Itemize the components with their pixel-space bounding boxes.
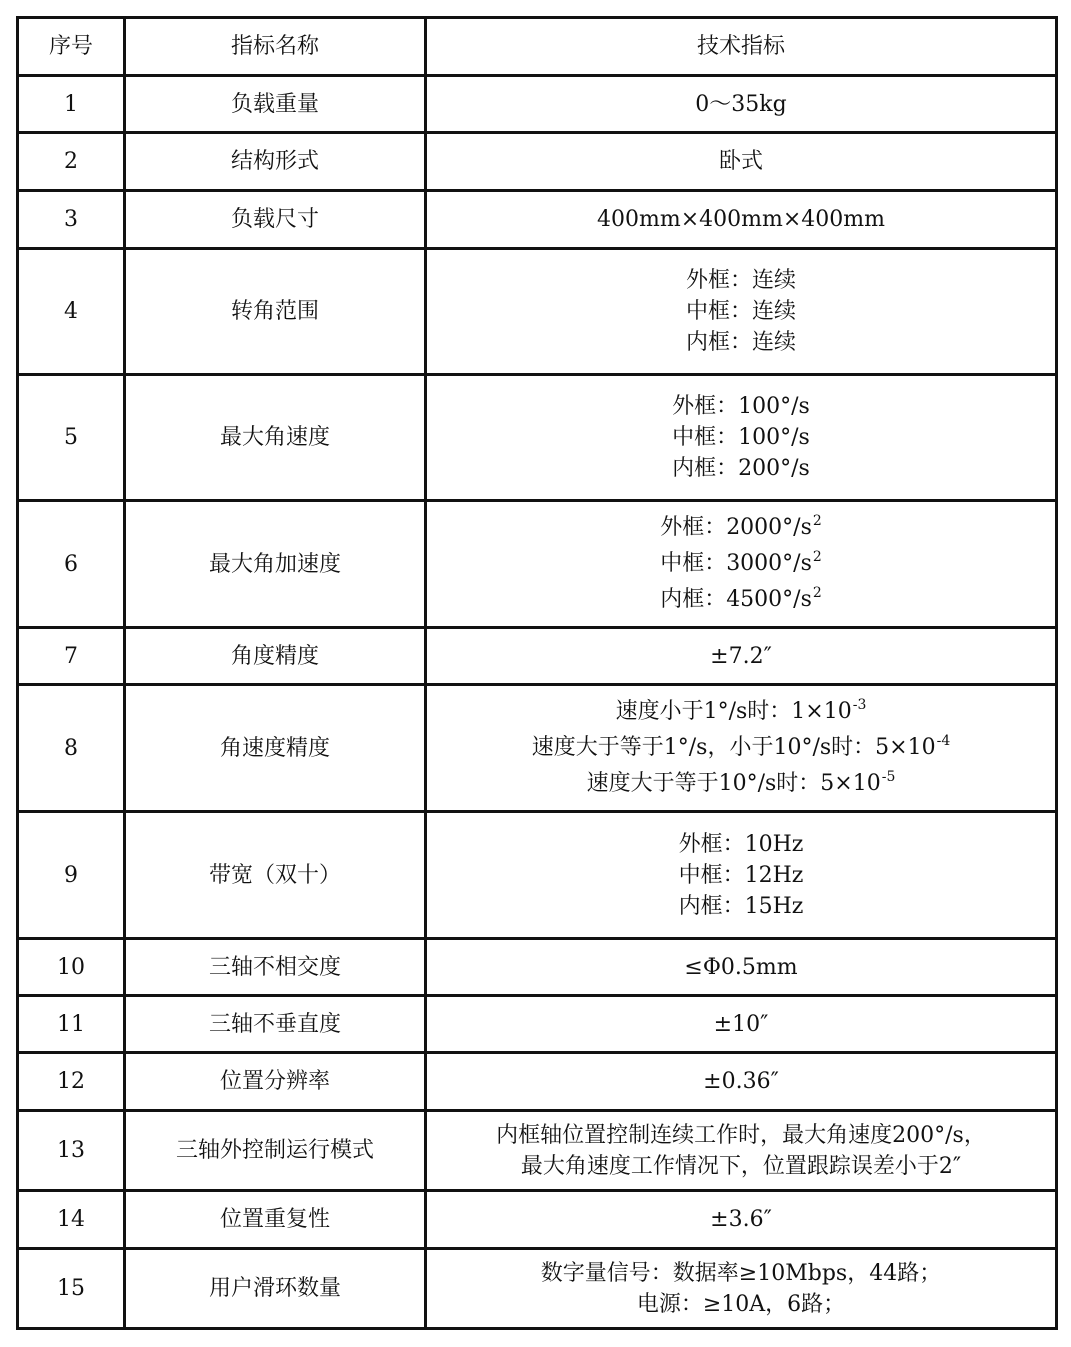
indicator-name: 最大角速度 (125, 375, 426, 501)
spec-line (433, 694, 1049, 730)
indicator-name: 位置重复性 (125, 1191, 426, 1249)
spec-line: 内框轴位置控制连续工作时，最大角速度200°/s， (496, 1122, 986, 1148)
indicator-name: 最大角加速度 (125, 501, 426, 628)
spec-line-text: 外框：2000°/s (660, 515, 812, 540)
row-number: 7 (18, 628, 125, 685)
table-row (18, 76, 1057, 133)
row-number: 1 (18, 76, 125, 133)
technical-spec (426, 501, 1057, 628)
header-spec: 技术指标 (426, 18, 1057, 76)
indicator-name: 角速度精度 (125, 685, 426, 812)
row-number: 13 (18, 1111, 125, 1191)
spec-line: 中框：连续 (685, 299, 796, 324)
row-number: 2 (18, 133, 125, 191)
spec-line-exponent: -3 (852, 697, 867, 713)
spec-line: 400mm×400mm×400mm (596, 207, 885, 232)
technical-spec (426, 1111, 1057, 1191)
spec-line-exponent: 2 (812, 549, 822, 565)
row-number: 9 (18, 812, 125, 939)
spec-line: 电源：≥10A，6路； (636, 1291, 846, 1317)
spec-line: 最大角速度工作情况下，位置跟踪误差小于2″ (520, 1153, 962, 1179)
technical-spec (426, 191, 1057, 249)
spec-line-text: 速度小于1°/s时：1×10 (615, 699, 852, 724)
spec-line: 内框：200°/s (672, 456, 810, 481)
table-row (18, 1191, 1057, 1249)
table-row (18, 812, 1057, 939)
technical-spec (426, 76, 1057, 133)
spec-line: ±3.6″ (710, 1207, 772, 1232)
indicator-name: 角度精度 (125, 628, 426, 685)
spec-line-exponent: 2 (812, 585, 822, 601)
indicator-name: 三轴不垂直度 (125, 996, 426, 1053)
technical-spec (426, 133, 1057, 191)
indicator-name: 负载尺寸 (125, 191, 426, 249)
technical-spec (426, 1249, 1057, 1329)
spec-line-text: 内框：4500°/s (660, 587, 812, 612)
table-row (18, 1111, 1057, 1191)
spec-line: ≤Φ0.5mm (684, 954, 798, 980)
row-number: 3 (18, 191, 125, 249)
technical-spec (426, 812, 1057, 939)
table-row (18, 1053, 1057, 1111)
table-row (18, 685, 1057, 812)
header-name: 指标名称 (125, 18, 426, 76)
spec-table (16, 16, 1058, 1330)
spec-line-exponent: -5 (881, 769, 896, 785)
spec-line: 数字量信号：数据率≥10Mbps，44路； (540, 1260, 942, 1286)
table-row (18, 133, 1057, 191)
indicator-name: 用户滑环数量 (125, 1249, 426, 1329)
row-number: 15 (18, 1249, 125, 1329)
row-number: 10 (18, 939, 125, 996)
table-row (18, 996, 1057, 1053)
spec-line (433, 510, 1049, 546)
spec-line: 外框：10Hz (678, 831, 804, 857)
technical-spec (426, 628, 1057, 685)
spec-line: 外框：100°/s (672, 394, 810, 419)
table-body (18, 76, 1057, 1329)
table-row (18, 191, 1057, 249)
spec-line (433, 582, 1049, 618)
technical-spec (426, 996, 1057, 1053)
spec-line-text: 速度大于等于10°/s时：5×10 (586, 771, 881, 796)
spec-line (433, 730, 1049, 766)
spec-line: ±10″ (713, 1011, 769, 1037)
spec-line: ±7.2″ (710, 643, 772, 669)
row-number: 11 (18, 996, 125, 1053)
table-header-row (18, 18, 1057, 76)
technical-spec (426, 249, 1057, 375)
spec-line (433, 546, 1049, 582)
indicator-name: 位置分辨率 (125, 1053, 426, 1111)
indicator-name: 结构形式 (125, 133, 426, 191)
table-row (18, 628, 1057, 685)
spec-line: 中框：100°/s (672, 425, 810, 450)
spec-line: 外框：连续 (685, 268, 796, 293)
spec-line: ±0.36″ (703, 1069, 779, 1094)
row-number: 12 (18, 1053, 125, 1111)
technical-spec (426, 1053, 1057, 1111)
technical-spec (426, 375, 1057, 501)
spec-line-exponent: 2 (812, 513, 822, 529)
row-number: 5 (18, 375, 125, 501)
spec-line: 内框：连续 (685, 330, 796, 355)
table-row (18, 375, 1057, 501)
row-number: 14 (18, 1191, 125, 1249)
indicator-name: 带宽（双十） (125, 812, 426, 939)
spec-line: 0～35kg (695, 91, 787, 117)
technical-spec (426, 939, 1057, 996)
spec-line-text: 速度大于等于1°/s，小于10°/s时：5×10 (531, 735, 936, 760)
table-row (18, 1249, 1057, 1329)
spec-line: 中框：12Hz (678, 862, 804, 888)
spec-line (433, 766, 1049, 802)
spec-line-text: 中框：3000°/s (660, 551, 812, 576)
indicator-name: 三轴外控制运行模式 (125, 1111, 426, 1191)
indicator-name: 三轴不相交度 (125, 939, 426, 996)
technical-spec (426, 685, 1057, 812)
row-number: 6 (18, 501, 125, 628)
spec-line-exponent: -4 (936, 733, 951, 749)
table-row (18, 249, 1057, 375)
header-no: 序号 (18, 18, 125, 76)
indicator-name: 负载重量 (125, 76, 426, 133)
technical-spec (426, 1191, 1057, 1249)
row-number: 4 (18, 249, 125, 375)
row-number: 8 (18, 685, 125, 812)
indicator-name: 转角范围 (125, 249, 426, 375)
spec-line: 内框：15Hz (678, 893, 804, 919)
table-row (18, 939, 1057, 996)
table-row (18, 501, 1057, 628)
spec-line: 卧式 (718, 149, 763, 174)
